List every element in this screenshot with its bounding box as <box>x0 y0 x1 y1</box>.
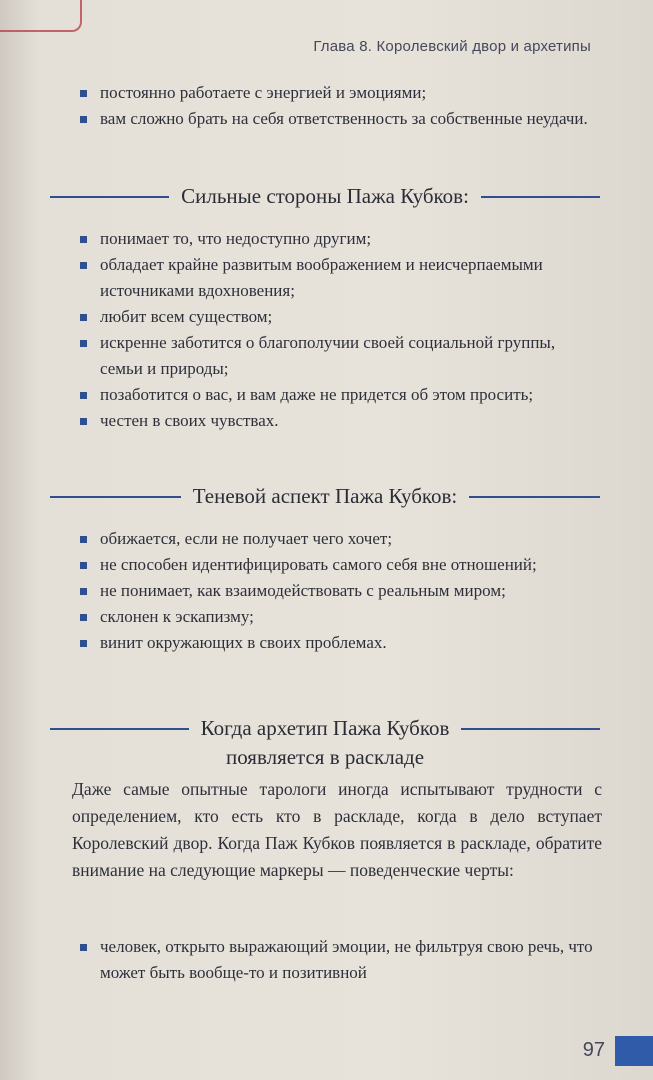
bullet-icon <box>80 614 87 621</box>
list-item: обладает крайне развитым воображением и неисчерпаемыми источниками вдохновения; <box>80 252 600 304</box>
red-marker-scribble <box>0 0 82 32</box>
page-number: 97 <box>582 1039 605 1061</box>
bullet-icon <box>80 944 87 951</box>
heading-rule <box>50 196 169 198</box>
section-heading-strengths: Сильные стороны Пажа Кубков: <box>50 184 600 209</box>
running-head: Глава 8. Королевский двор и архетипы <box>313 38 591 55</box>
section-heading-shadow: Теневой аспект Пажа Кубков: <box>50 484 600 509</box>
heading-rule <box>461 728 600 730</box>
list-item: понимает то, что недоступно другим; <box>80 226 600 252</box>
list-item: не понимает, как взаимодействовать с реальным миром; <box>80 578 600 604</box>
list-item: винит окружающих в своих проблемах. <box>80 630 600 656</box>
bullet-icon <box>80 262 87 269</box>
section-heading-appearance: Когда архетип Пажа Кубков появляется в раскладе <box>50 716 600 770</box>
heading-rule <box>481 196 600 198</box>
list-item: позаботится о вас, и вам даже не придется об этом просить; <box>80 382 600 408</box>
list-item: вам сложно брать на себя ответственность за собственные неудачи. <box>80 106 600 132</box>
bullet-icon <box>80 340 87 347</box>
bullet-icon <box>80 116 87 123</box>
bullet-icon <box>80 536 87 543</box>
heading-rule <box>50 728 189 730</box>
bullet-icon <box>80 392 87 399</box>
list-item: человек, открыто выражающий эмоции, не фильтруя свою речь, что может быть вообще-то и позитивной <box>80 934 606 986</box>
intro-list <box>80 80 600 132</box>
bullet-icon <box>80 236 87 243</box>
list-item: не способен идентифицировать самого себя вне отношений; <box>80 552 600 578</box>
appearance-list <box>80 934 606 986</box>
bullet-icon <box>80 418 87 425</box>
bullet-icon <box>80 314 87 321</box>
bullet-icon <box>80 640 87 647</box>
list-item: честен в своих чувствах. <box>80 408 600 434</box>
list-item: постоянно работаете с энергией и эмоциями; <box>80 80 600 106</box>
page-tab-marker <box>615 1036 653 1066</box>
shadow-list <box>80 526 600 656</box>
list-item: любит всем существом; <box>80 304 600 330</box>
bullet-icon <box>80 562 87 569</box>
heading-rule <box>50 496 181 498</box>
list-item: обижается, если не получает чего хочет; <box>80 526 600 552</box>
bullet-icon <box>80 90 87 97</box>
list-item: искренне заботится о благополучии своей социальной группы, семьи и природы; <box>80 330 600 382</box>
list-item: склонен к эскапизму; <box>80 604 600 630</box>
bullet-icon <box>80 588 87 595</box>
body-paragraph: Даже самые опытные тарологи иногда испытывают трудности с определением, кто есть кто в раскладе, когда в дело вступает Королевский двор. Когда Паж Кубков появляется в раскладе, обратите внимание на следующие маркеры — поведенческие черты: <box>72 779 602 880</box>
strengths-list <box>80 226 600 434</box>
heading-rule <box>469 496 600 498</box>
